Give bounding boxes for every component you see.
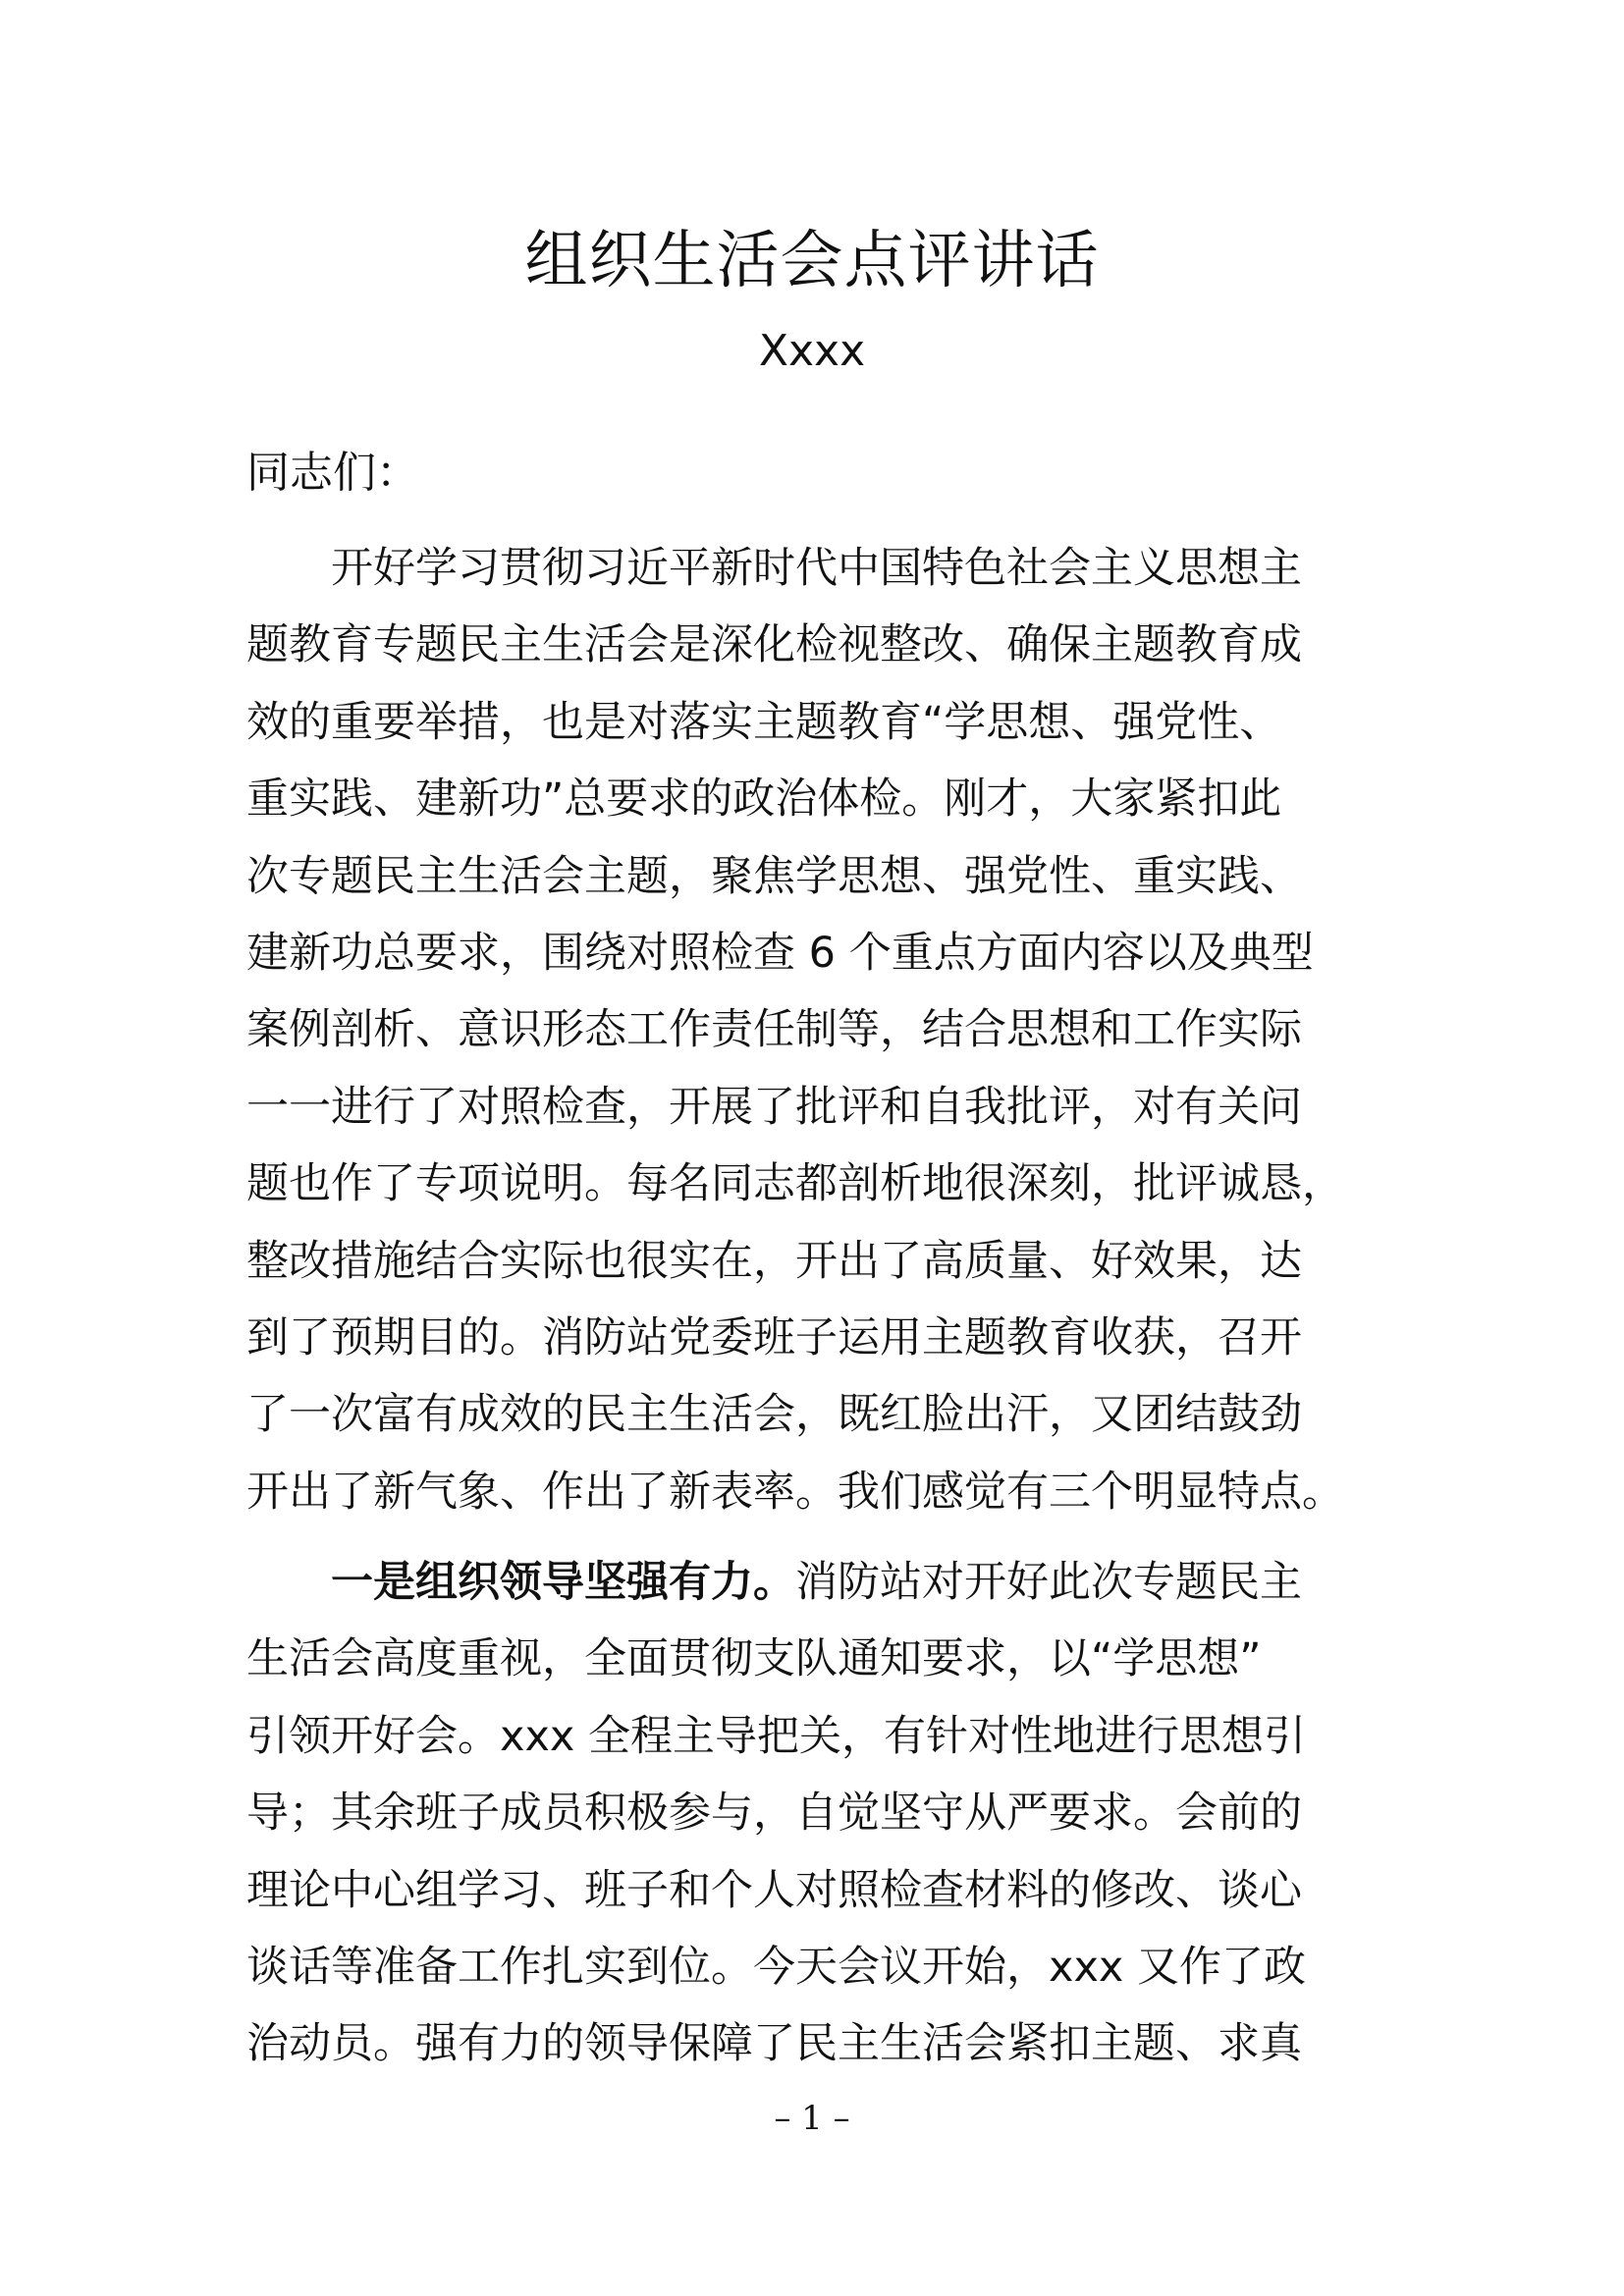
paragraph-line: 次专题民主生活会主题，聚焦学思想、强党性、重实践、 <box>246 851 1302 901</box>
paragraph-first-line <box>246 1544 1385 1621</box>
paragraph-line: 生活会高度重视，全面贯彻支队通知要求，以“学思想” <box>246 1634 1262 1684</box>
paragraph-line: 建新功总要求，围绕对照检查 6 个重点方面内容以及典型 <box>246 928 1314 978</box>
paragraph-line: 到了预期目的。消防站党委班子运用主题教育收获，召开 <box>246 1312 1302 1362</box>
paragraph-line: 导；其余班子成员积极参与，自觉坚守从严要求。会前的 <box>246 1789 1302 1839</box>
paragraph-line: 题教育专题民主生活会是深化检视整改、确保主题教育成 <box>246 620 1302 670</box>
document-title: 组织生活会点评讲话 <box>524 225 1100 297</box>
paragraph-line: 治动员。强有力的领导保障了民主生活会紧扣主题、求真 <box>246 2019 1302 2069</box>
paragraph-line: 谈话等准备工作扎实到位。今天会议开始，xxx 又作了政 <box>246 1942 1307 1992</box>
paragraph-1 <box>246 530 1385 1530</box>
page-number: – 1 – <box>774 2099 850 2138</box>
paragraph-line: 案例剖析、意识形态工作责任制等，结合思想和工作实际 <box>246 1005 1302 1055</box>
paragraph-line: 一一进行了对照检查，开展了批评和自我批评，对有关问 <box>246 1082 1302 1132</box>
paragraph-line: 开出了新气象、作出了新表率。我们感觉有三个明显特点。 <box>246 1467 1344 1517</box>
paragraph-line: 效的重要举措，也是对落实主题教育“学思想、强党性、 <box>246 697 1282 747</box>
paragraph-line: 理论中心组学习、班子和个人对照检查材料的修改、谈心 <box>246 1865 1302 1915</box>
paragraph-line: 题也作了专项说明。每名同志都剖析地很深刻，批评诚恳， <box>246 1159 1344 1209</box>
paragraph-line: 了一次富有成效的民主生活会，既红脸出汗，又团结鼓劲 <box>246 1390 1302 1440</box>
paragraph-line: 引领开好会。xxx 全程主导把关，有针对性地进行思想引 <box>246 1711 1307 1761</box>
paragraph-line: 开好学习贯彻习近平新时代中国特色社会主义思想主 <box>331 544 1302 593</box>
paragraph-2 <box>246 1544 1385 2083</box>
salutation: 同志们： <box>246 448 419 498</box>
document-author: Xxxx <box>758 326 866 376</box>
paragraph-line: 重实践、建新功”总要求的政治体检。刚才，大家紧扣此 <box>246 774 1282 825</box>
paragraph-line: 整改措施结合实际也很实在，开出了高质量、好效果，达 <box>246 1236 1302 1286</box>
paragraph-heading-rest: 消防站对开好此次专题民主 <box>795 1558 1302 1607</box>
paragraph-heading: 一是组织领导坚强有力。 <box>331 1558 795 1607</box>
